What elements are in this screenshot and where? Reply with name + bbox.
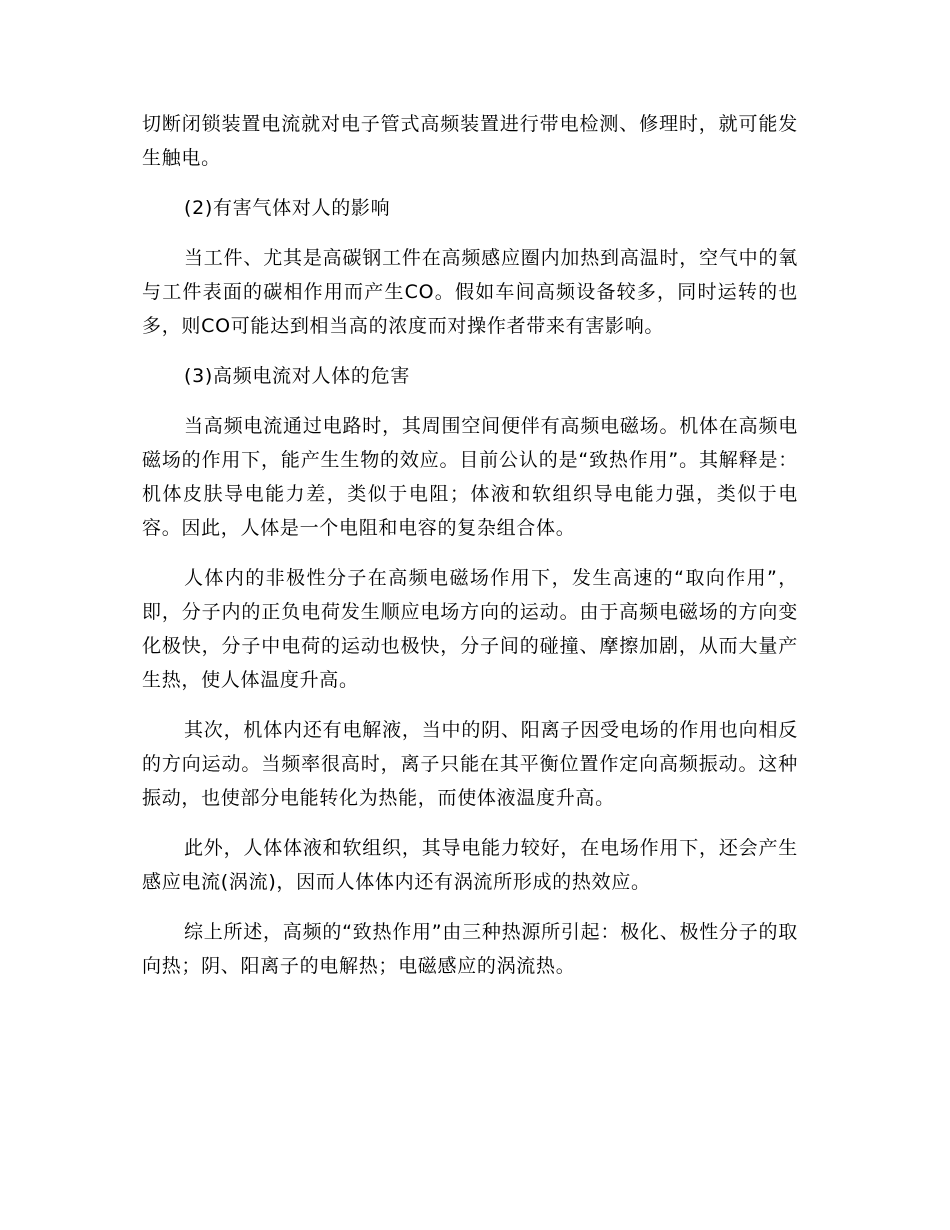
document-body: [142, 107, 798, 999]
paragraph-thermal-effect: 当高频电流通过电路时，其周围空间便伴有高频电磁场。机体在高频电磁场的作用下，能产生生物的效应。目前公认的是“致热作用”。其解释是：机体皮肤导电能力差，类似于电阻；体液和软组织导电能力强，类似于电容。因此，人体是一个电阻和电容的复杂组合体。: [142, 415, 798, 539]
paragraph-summary: 综上所述，高频的“致热作用”由三种热源所引起：极化、极性分子的取向热；阴、阳离子的电解热；电磁感应的涡流热。: [142, 921, 798, 977]
paragraph-electrolyte: 其次，机体内还有电解液，当中的阴、阳离子因受电场的作用也向相反的方向运动。当频率很高时，离子只能在其平衡位置作定向高频振动。这种振动，也使部分电能转化为热能，而使体液温度升高。: [142, 719, 798, 809]
paragraph-continuation: 切断闭锁装置电流就对电子管式高频装置进行带电检测、修理时，就可能发生触电。: [142, 113, 798, 169]
section-heading-harmful-gas: (2)有害气体对人的影响: [184, 197, 391, 219]
paragraph-orientation-effect: 人体内的非极性分子在高频电磁场作用下，发生高速的“取向作用”，即，分子内的正负电荷发生顺应电场方向的运动。由于高频电磁场的方向变化极快，分子中电荷的运动也极快，分子间的碰撞、摩擦加剧，从而大量产生热，使人体温度升高。: [142, 567, 798, 691]
paragraph-eddy-current: 此外，人体体液和软组织，其导电能力较好，在电场作用下，还会产生感应电流(涡流)，因而人体体内还有涡流所形成的热效应。: [142, 837, 798, 893]
paragraph-co-gas: 当工件、尤其是高碳钢工件在高频感应圈内加热到高温时，空气中的氧与工件表面的碳相作用而产生CO。假如车间高频设备较多，同时运转的也多，则CO可能达到相当高的浓度而对操作者带来有害影响。: [142, 247, 798, 337]
section-heading-hf-current: (3)高频电流对人体的危害: [184, 365, 411, 387]
